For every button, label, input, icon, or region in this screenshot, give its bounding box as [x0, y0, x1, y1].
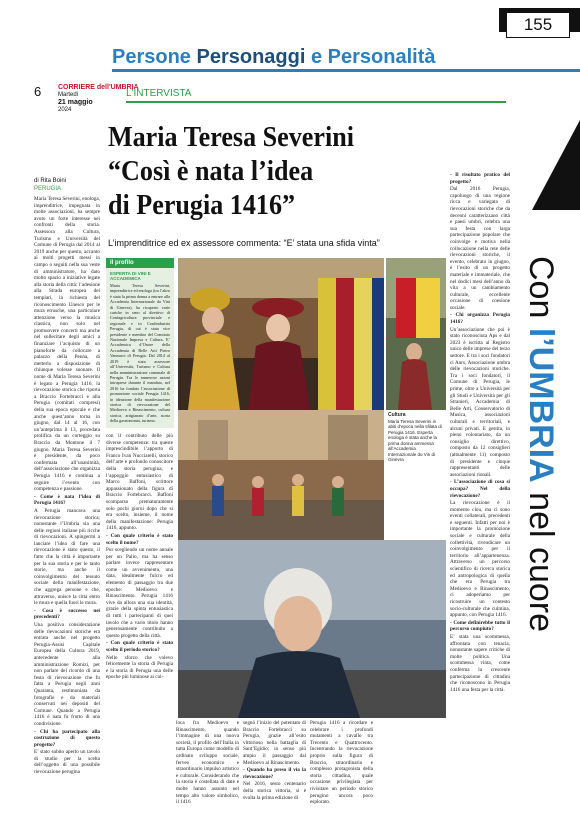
section-word-2: Personaggi: [196, 46, 306, 68]
paper-day: Martedì: [58, 92, 79, 98]
profile-body: Maria Teresa Severini, imprenditrice ed enologa (tra l’altro è stata la prima donna a entrare alla Accademia Internazionale da Vini di Ginevra), ha ricoperto varie cariche in seno al direttivo di Confagricoltura provinciale e regionale e in Confindustria Perugia, di cui è stata vice presidente e membro del Comitato Nazionale Impresa e Cultura. E’ Accademica d’Onore della Accademia di Belle Arti Pietro Vannucci di Perugia. Dal 2014 al 2019 è stata assessore all’Università, Turismo e Cultura nella amministrazione comunale di Perugia. Tra le numerose azioni intraprese durante il mandato, nel 2016 ha fondato l’associazione di promozione sociale Perugia 1416, in ideazione della manifestazione storica di rievocazione del Medioevo e Rinascimento, cultura storica, artigianato d’arte, storia della gastronomia, turismo.: [110, 283, 170, 424]
article-column-1: [34, 196, 100, 776]
vertical-banner: [520, 256, 576, 716]
profile-heading: Il profilo: [106, 258, 174, 268]
byline: di Rita Boini: [34, 178, 67, 184]
banner-word-con: Con: [522, 256, 560, 319]
section-word-4: Personalità: [327, 46, 436, 68]
paragraph: Una positiva considerazione delle rievocazioni storiche era entrata anche nel progetto Perugia-Assisi Capitale Europea della Cultura 2019, antecedente alla amministrazione Romizi, per non parlare del ricordo di una festa di rievocazione che fu fatta a Perugia negli anni Quaranta, testimoniata da fotografie e da materiali conservati nei depositi del Comune. Quando a Perugia 1416 è nata fu frutto di una condivisione.: [34, 622, 100, 727]
article-column-4: [243, 720, 306, 801]
question: - Come è nata l’idea di Perugia 1416?: [34, 493, 100, 507]
paper-date-text: 21 maggio: [58, 99, 93, 106]
question: - Quando ha preso il via la rievocazione?: [243, 767, 306, 780]
profile-tag: ESPERTA DI VINI E ACCADEMICA: [110, 271, 151, 281]
question: - Chi ha partecipato alla costruzione di questo progetto?: [34, 728, 100, 748]
article-column-right: [450, 172, 510, 760]
photo-portrait-maria-teresa: [178, 540, 446, 718]
banner-text: [521, 256, 560, 632]
paragraph: Maria Teresa Severini, enologa, imprenditrice, impegnata in molte associazioni, ha sempre avuto un forte interesse nei confronti della storia. Assessora alla Cultura, Turismo e Università del Comune di Perugia dal 2014 al 2019 anche per questo, accanto ai molti progetti messi in campo o seguiti nella sua veste di amministratore, ha dato molto spazio a iniziative legate alla storia della città: l’adesione alla Strada europea dei templari, la richiesta del riconoscimento Unesco per le mura etrusche, una particolare attenzione verso la musica classica, non solo nel promuovere concerti ma anche nel sollecitare degli amici a finanziare l’acquisto di un pianoforte da collocare a palazzo della Penna, di metterlo a disposizione di chiunque volesse suonare. Il nome di Maria Teresa Severini è legato a Perugia 1416, la rievocazione storica che riporta a Braccio Fortebracci e alla Perugia (comitati compresi) della sua epoca epocale e che anche quest’anno torna in giugno, dal 14 al 16, con un’anteprima il 13, procedata prolifica da un corteggio su Braccio da Montone il 7 giugno. Maria Teresa Severini è presidente, da poco confermata all’unanimità, dell’associazione che organizza Perugia 1416 e continua a seguire l’evento con competenza e passione.: [34, 196, 100, 493]
banner-word-cuore: nel cuore: [522, 492, 560, 633]
section-word-1: Persone: [112, 46, 191, 68]
question: - Con quale criterio è stato scelto il periodo storico?: [106, 640, 173, 653]
question: - Il risultato pratico del progetto?: [450, 172, 510, 185]
headline: [108, 120, 468, 222]
headline-line-3: di Perugia 1416”: [108, 189, 296, 221]
banner-word-umbria: l’UMBRIA: [522, 327, 560, 483]
photo-standard-bearer: [386, 258, 446, 410]
question: - L’associazione di cosa si occupa? Nel della rievocazione?: [450, 479, 510, 499]
paragraph: Pur scegliendo un nome annale per un Palio, ma ha senso parlare invece rappresentare come un avvenimento, una data, idealmente fulcro ed elemento di passaggio tra due epoche: Medioevo e Rinascimento. Perugia 1416 vive da allora una sua identità, grazie della spinta entusiastica di tutti i partecipanti di quei tavolo che a vario titolo hanno generosamente contribuito a questo progetto della città.: [106, 547, 173, 639]
paper-logo: CORRIERE dell'UMBRIA: [58, 84, 139, 91]
paragraph: La rievocazione è il momento clou, ma ci sono eventi collaterali, precedenti e seguenti. Infatti per noi è importante la promozione sociale e culturale della collettività, rivendicare un coinvolgimento per il territorio all’appartenenza. Attraverso un percorso scientifico di ricerca storica ed antropologica di quella che era Perugia tra Medioevo e Rinascimento, ci adoperiamo per ricostruire un contesto socio-culturale che culmina, appunto, con Perugia 1416.: [450, 500, 510, 619]
question: - Cosa è successo nei precedenti?: [34, 607, 100, 621]
question: - Come definirebbe tutto il percorso compiuto?: [450, 619, 510, 633]
paragraph: Dal 2016 Perugia, capoluogo di una regione ricca e variegata di rievocazioni storiche che da decenni caratterizzano città e paesi umbri, celebra una sua festa con larga partecipazione popolare che coinvolge e motiva nella collocazione nella rete delle rievocazioni storiche, il evento, celebrato in giugno, è l’esito di un progetto materiale e immateriale, che nel dodici mesi dell’anno dà vita a un cambiamento culturale, eccellente occasione di coesione sociale.: [450, 186, 510, 311]
caption-body: Maria Teresa Severini in abiti d’epoca nella sfilata di Perugia 1416. Esperta enologa è stata anche la prima donna ammessa all’Accademia Internazionale du Vin di Ginevra: [388, 418, 442, 462]
paragraph: Nel 2016, sesto centenario della storica vittoria, si è svolta la prima edizione di: [243, 781, 306, 801]
paragraph: segnò l’inizio del potentato di Braccio Fortebracci su Perugia, grazie all’esito vittorioso nella battaglia di Sant’Egidio; in senso più ampio il passaggio dal Medioevo al Rinascimento.: [243, 720, 306, 766]
question: - Chi organizza Perugia 1416?: [450, 312, 510, 326]
paragraph: loca fra Medioevo e Rinascimento, quando l’immagine di una nuova società, il profilo dell’Italia in tutta Europa come modello di ordinato sviluppo sociale, ferveo economico e straordinario impulso artistico e culturale. Considerando che la storia è costellata di date e molte hanno assunto nel tempo alto valore simbolico, il 1416: [176, 720, 239, 806]
paragraph: Un’associazione che poi è stato riconosciuta Aps e dal 2023 è iscritta al Registro unico delle imprese del terzo settore. E tra i soci fondatori ci Aurs, Associazione umbra delle rievocazioni storiche. Tra i soci fondatori, il Comune di Perugia, le prime, oltre a Università per gli Studi e Università per gli Stranieri, Accademia di Belle Arti, Conservatorio di Musica, associazioni culturali e territoriali, e alcuni privati. E gestita, in pieno volontariato, da un consiglio direttivo, composto da 12 consiglieri (attualmente 11) composto di presidente e cinque rappresentanti delle associazioni rionali.: [450, 326, 510, 478]
paper-date: [58, 92, 93, 114]
photo-procession: [178, 410, 384, 540]
paragraph: Nello sforzo che volevo felicemente la storia di Perugia e la storia di Perugia una delle epoche più luminose ai col-: [106, 654, 173, 681]
section-word-3: e: [310, 46, 323, 68]
paper-page-number: 6: [34, 84, 42, 99]
article-column-5: [310, 720, 373, 806]
rubric: L'INTERVISTA: [126, 88, 506, 103]
paragraph: Perugia 1416 a ricordare e celebrare i profondi mutamenti a cavallo tra Trecento e Quattrocento. Incentrando la rievocazione proprio sulla figura di Braccio, straordinario e complesso protagonista della storia cittadina, quale occasione privilegiata per rivisitare un periodo storico perugino ancora poco esplorato.: [310, 720, 373, 806]
paragraph: E’ stata una scommessa, affrontata con tenacia, nonostante sapere critiche di molte politica. Una scommessa vinta, come conferma la crescente partecipazione di cittadini che riconoscono in Perugia 1416 una festa per la città.: [450, 633, 510, 693]
headline-line-1: Maria Teresa Severini: [108, 121, 354, 153]
byline-location: PERUGIA: [34, 186, 62, 192]
article-column-3: [176, 720, 239, 806]
heart-drop-logo-icon: [500, 120, 580, 210]
photo-costumed-women: [178, 258, 384, 410]
paragraph: A Perugia mancava una rievocazione storica; nonostante l’Umbria sia una delle regioni italiane più ricche di rievocazioni. A spingermi a lanciare l’idea di fare una rievocazione è stato questo, il fatto che la città è importante per la sua storia e per le tanto storie, ma anche il coinvolgimento del tessuto sociale della manifestazione, che aggrega persone e che, attraverso, unisce la città entro le mura e quella fuori le mura.: [34, 507, 100, 607]
section-header: [112, 46, 580, 72]
question: - Con quale criterio è stato scelto il nome?: [106, 532, 173, 546]
profile-box: [106, 258, 174, 428]
paragraph: E’ stato subito aperto un tavolo di studio per la scelta dell’oggetto di una possibile rievocazione perugina: [34, 749, 100, 776]
paragraph: con il contributo delle più diverse competenze: tra queste imprescindibile l’apporto di Franco Ivan Nucciarelli, storico dell’arte e profondo conoscitore della storia perugina, e l’appoggio entusiastico di Marco Baffoni, scrittore appassionato della figura di Braccio Fortebracci. Baffoni scomparso prematuramente solo pochi giorni dopo che si era scelto, insieme, il nome della manifestazione: Perugia 1416, appunto.: [106, 433, 173, 532]
article-column-2: [106, 433, 173, 758]
headline-line-2: “Così è nata l’idea: [108, 155, 314, 187]
subheadline: L’imprenditrice ed ex assessore commenta: “E’ stata una sfida vinta”: [108, 238, 380, 248]
caption-title: Cultura: [388, 412, 406, 418]
paper-year: 2024: [58, 107, 72, 113]
page-number: 155: [506, 12, 570, 38]
photo-caption: [388, 412, 444, 463]
